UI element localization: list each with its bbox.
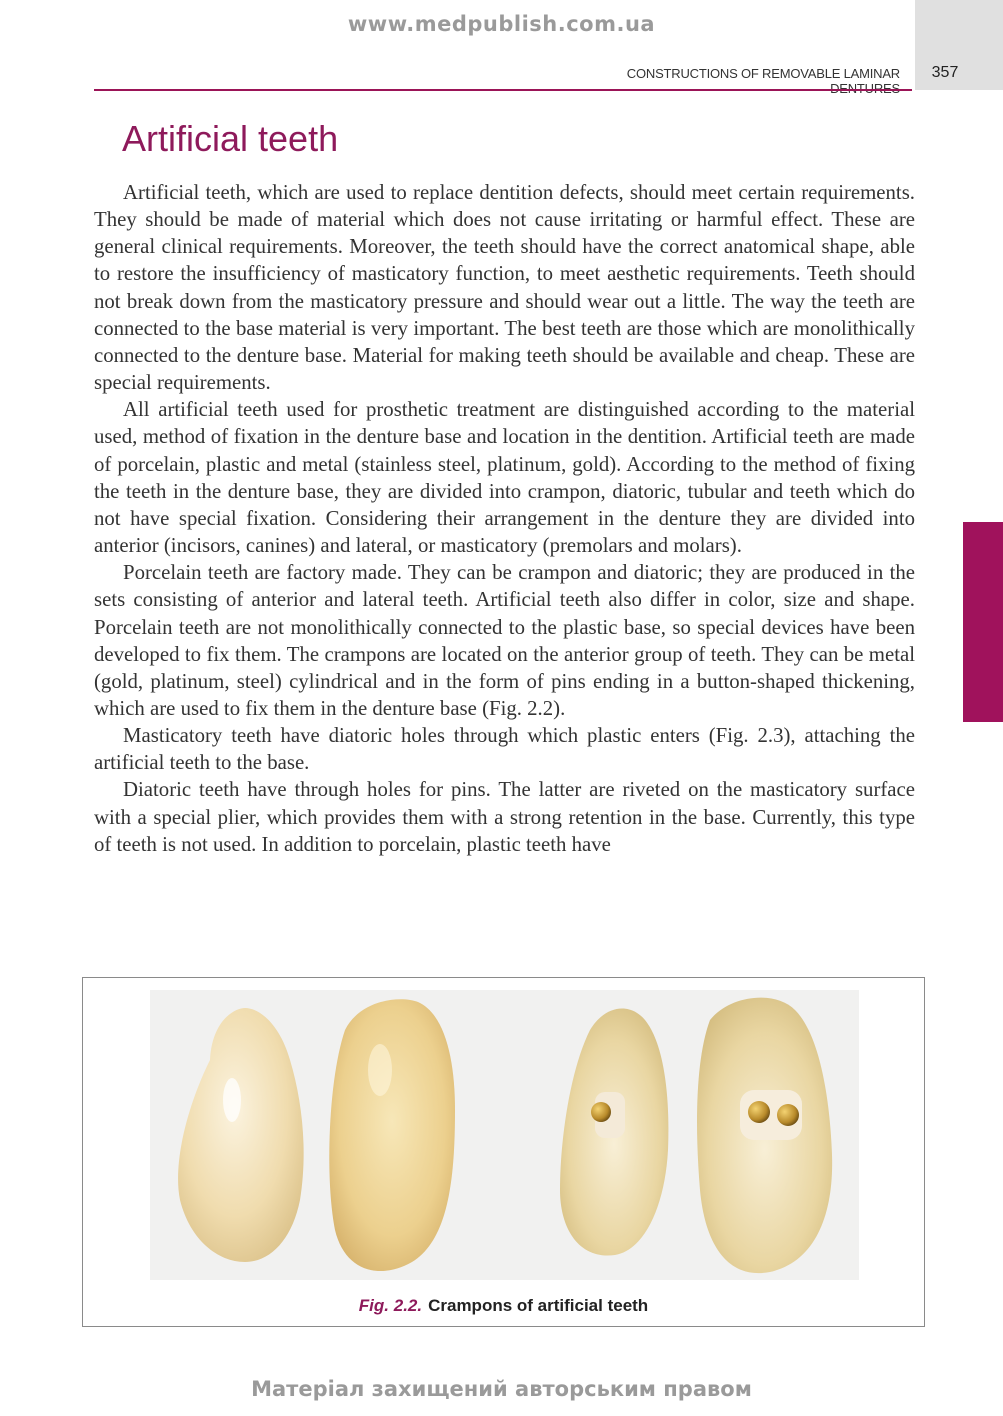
paragraph: Porcelain teeth are factory made. They can be crampon and diatoric; they are produced in the sets consisting of anterior and lateral teeth. Artificial teeth also differ in color, size and shape. Porcelain teeth are not monolithically connected to the plastic base, so special devices have been developed to fix them. The crampons are located on the anterior group of teeth. They can be metal (gold, platinum, steel) cylindrical and in the form of pins ending in a button-shaped thickening, which are used to fix them in the denture base (Fig. 2.2).: [94, 561, 915, 720]
figure-label: Fig. 2.2.: [358, 1296, 423, 1315]
header-rule: [94, 89, 912, 91]
tooth-1: [178, 1008, 304, 1262]
figure: [82, 977, 925, 1327]
figure-caption-text: Crampons of artificial teeth: [428, 1296, 649, 1315]
page-number: 357: [931, 64, 959, 81]
running-header-title: CONSTRUCTIONS OF REMOVABLE LAMINAR DENTURES: [626, 66, 900, 96]
body-text: [94, 179, 915, 858]
paragraph: All artificial teeth used for prosthetic treatment are distinguished according to the material used, method of fixation in the denture base and location in the dentition. Artificial teeth are made of porcelain, plastic and metal (stainless steel, platinum, gold). According to the method of fixing the teeth in the denture base, they are divided into crampon, diatoric, tubular and teeth which do not have special fixation. Considering their arrangement in the denture they are divided into anterior (incisors, canines) and lateral, or masticatory (premolars and molars).: [94, 398, 915, 558]
tooth-2: [329, 999, 455, 1271]
watermark-bottom: Матеріал захищений авторським правом: [251, 1377, 752, 1401]
section-title: Artificial teeth: [122, 118, 339, 159]
chapter-side-tab: [963, 522, 1003, 722]
paragraph: Diatoric teeth have through holes for pins. The latter are riveted on the masticatory surface with a special plier, which provides them with a strong retention in the base. Currently, this type of teeth is not used. In addition to porcelain, plastic teeth have: [94, 778, 915, 856]
teeth-illustration: [150, 990, 859, 1280]
watermark-top: www.medpublish.com.ua: [347, 12, 656, 36]
paragraph: Masticatory teeth have diatoric holes through which plastic enters (Fig. 2.3), attaching the artificial teeth to the base.: [94, 724, 915, 775]
figure-caption: [83, 1296, 924, 1316]
figure-photo: [150, 990, 859, 1280]
paragraph: Artificial teeth, which are used to replace dentition defects, should meet certain requirements. They should be made of material which does not cause irritating or harmful effect. These are general clinical requirements. Moreover, the teeth should have the correct anatomical shape, able to restore the insufficiency of masticatory function, to meet aesthetic requirements. Teeth should not break down from the masticatory pressure and should wear out a little. The way the teeth are connected to the base material is very important. The best teeth are those which are monolithically connected to the denture base. Material for making teeth should be available and cheap. These are special requirements.: [94, 181, 915, 395]
